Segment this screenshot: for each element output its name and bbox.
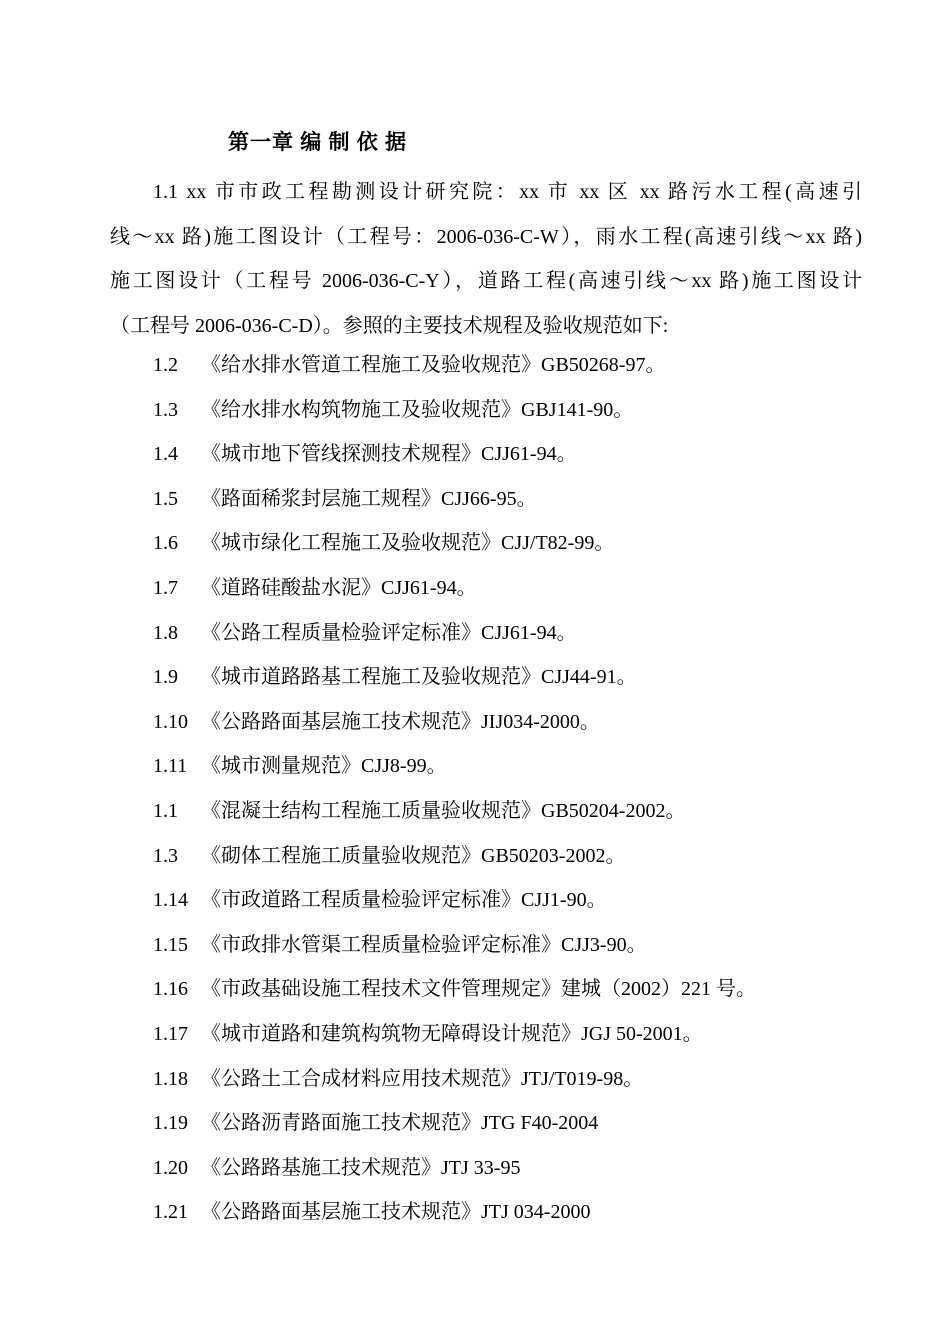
reference-item	[153, 1057, 756, 1102]
reference-item	[153, 834, 756, 879]
reference-item	[153, 388, 756, 433]
reference-number: 1.6	[153, 532, 178, 555]
reference-text: 《砌体工程施工质量验收规范》GB50203-2002。	[201, 844, 626, 867]
reference-number: 1.8	[153, 621, 178, 644]
reference-number: 1.15	[153, 933, 188, 956]
reference-item	[153, 521, 756, 566]
reference-text: 《公路路面基层施工技术规范》JTJ 034-2000	[201, 1201, 591, 1224]
reference-number: 1.3	[153, 398, 178, 421]
reference-number: 1.14	[153, 889, 188, 912]
reference-text: 《公路路基施工技术规范》JTJ 33-95	[201, 1156, 521, 1179]
reference-text: 《市政基础设施工程技术文件管理规定》建城（2002）221 号。	[201, 978, 756, 1001]
reference-text: 《城市地下管线探测技术规程》CJJ61-94。	[201, 443, 577, 466]
reference-item	[153, 789, 756, 834]
reference-text: 《城市绿化工程施工及验收规范》CJJ/T82-99。	[201, 532, 615, 555]
reference-number: 1.16	[153, 978, 188, 1001]
reference-text: 《公路土工合成材料应用技术规范》JTJ/T019-98。	[201, 1067, 644, 1090]
reference-item	[153, 878, 756, 923]
reference-number: 1.11	[153, 755, 188, 778]
intro-line: （工程号 2006-036-C-D）。参照的主要技术规程及验收规范如下:	[110, 314, 669, 337]
reference-item	[153, 477, 756, 522]
intro-line: 施工图设计（工程号 2006-036-C-Y），道路工程(高速引线～xx 路)施工图设计	[110, 270, 862, 292]
reference-number: 1.4	[153, 443, 178, 466]
reference-list	[153, 343, 756, 1235]
reference-item	[153, 1190, 756, 1235]
reference-item	[153, 566, 756, 611]
reference-number: 1.1	[153, 799, 178, 822]
chapter-heading: 第一章 编 制 依 据	[228, 130, 407, 154]
reference-number: 1.21	[153, 1201, 188, 1224]
reference-item	[153, 744, 756, 789]
reference-number: 1.10	[153, 710, 188, 733]
reference-text: 《公路工程质量检验评定标准》CJJ61-94。	[201, 621, 577, 644]
reference-item	[153, 1146, 756, 1191]
reference-text: 《给水排水管道工程施工及验收规范》GB50268-97。	[201, 354, 666, 376]
reference-item	[153, 655, 756, 700]
reference-number: 1.9	[153, 666, 178, 689]
reference-text: 《公路沥青路面施工技术规范》JTG F40-2004	[201, 1112, 599, 1135]
reference-number: 1.18	[153, 1067, 188, 1090]
reference-text: 《混凝土结构工程施工质量验收规范》GB50204-2002。	[201, 799, 686, 822]
reference-number: 1.3	[153, 844, 178, 867]
reference-item	[153, 700, 756, 745]
reference-text: 《市政道路工程质量检验评定标准》CJJ1-90。	[201, 889, 607, 912]
reference-text: 《市政排水管渠工程质量检验评定标准》CJJ3-90。	[201, 933, 647, 956]
reference-text: 《路面稀浆封层施工规程》CJJ66-95。	[201, 487, 537, 510]
intro-paragraph	[110, 170, 862, 348]
reference-item	[153, 923, 756, 968]
reference-text: 《给水排水构筑物施工及验收规范》GBJ141-90。	[201, 398, 634, 421]
reference-item	[153, 1012, 756, 1057]
reference-item	[153, 967, 756, 1012]
reference-text: 《道路硅酸盐水泥》CJJ61-94。	[201, 576, 477, 599]
reference-item	[153, 611, 756, 656]
reference-number: 1.17	[153, 1022, 188, 1045]
reference-number: 1.5	[153, 487, 178, 510]
reference-number: 1.7	[153, 576, 178, 599]
reference-item	[153, 343, 756, 388]
intro-line: 1.1 xx 市市政工程勘测设计研究院：xx 市 xx 区 xx 路污水工程(高速引	[153, 181, 862, 203]
intro-line: 线～xx 路)施工图设计（工程号：2006-036-C-W），雨水工程(高速引线～xx 路)	[110, 225, 862, 248]
reference-text: 《城市道路和建筑构筑物无障碍设计规范》JGJ 50-2001。	[201, 1022, 703, 1045]
reference-item	[153, 432, 756, 477]
reference-item	[153, 1101, 756, 1146]
reference-text: 《城市测量规范》CJJ8-99。	[201, 755, 447, 778]
reference-number: 1.19	[153, 1112, 188, 1135]
reference-number: 1.2	[153, 354, 178, 376]
reference-number: 1.20	[153, 1156, 188, 1179]
reference-text: 《公路路面基层施工技术规范》JIJ034-2000。	[201, 710, 600, 733]
reference-text: 《城市道路路基工程施工及验收规范》CJJ44-91。	[201, 666, 637, 689]
